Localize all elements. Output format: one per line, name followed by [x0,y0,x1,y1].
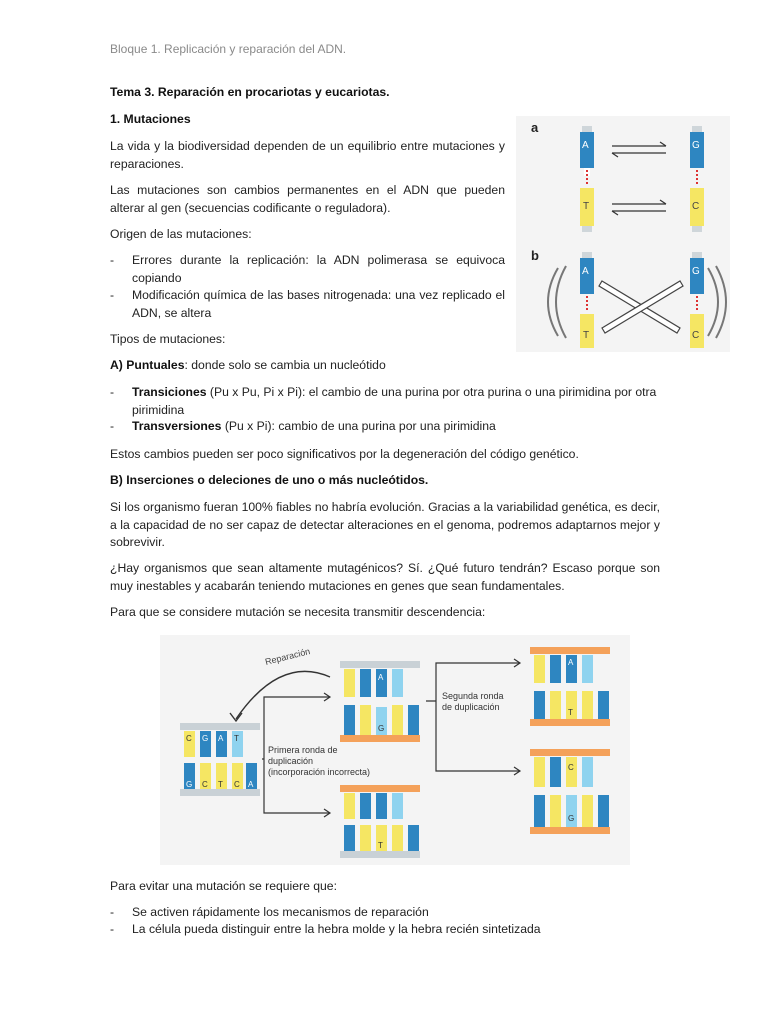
bullet-dash: - [110,419,115,433]
transition-transversion-figure [516,116,730,352]
first-round-label: Primera ronda de [268,745,338,755]
paragraph-vida: La vida y la biodiversidad dependen de un equilibrio entre mutaciones y reparaciones. [110,139,505,171]
origen-heading: Origen de las mutaciones: [110,227,252,241]
base-label: A [582,140,589,151]
first-round-label: (incorporación incorrecta) [268,767,371,777]
transversiones-text: Transversiones (Pu x Pi): cambio de una purina por una pirimidina [132,419,496,433]
evitar-item-1 [110,904,670,922]
paragraph-evolucion: Si los organismo fueran 100% fiables no habría evolución. Gracias a la variabilidad genética, es decir, a la capacidad de no ser capaz de detectar alteraciones en el genoma, podremos adaptarnos mejor y sobrevivir. [110,500,660,549]
second-round-label: de duplicación [442,702,500,712]
origen-item-text: Errores durante la replicación: la ADN polimerasa se equivoca copiando [132,253,505,285]
page-title: Tema 3. Reparación en procariotas y eucariotas. [110,85,390,99]
base-label: G [378,724,385,733]
mutation-replication-figure [160,635,630,865]
transiciones-text: Transiciones (Pu x Pu, Pi x Pi): el cambio de una purina por otra purina o una pirimidina por otra pirimidina [132,385,657,417]
base-label: T [378,841,383,850]
base-label: A [582,266,589,277]
transversiones-item [110,418,662,436]
base-label: C [234,780,240,789]
base-label: T [218,780,223,789]
origen-item-2 [110,287,505,322]
base-label: C [692,330,700,341]
section-heading-mutaciones: 1. Mutaciones [110,112,191,126]
base-label: C [202,780,208,789]
base-label: G [692,266,700,277]
bullet-dash: - [110,922,115,936]
base-label: T [234,734,239,743]
base-label: A [568,658,574,667]
base-label: C [186,734,192,743]
base-label: A [218,734,224,743]
tipos-heading: Tipos de mutaciones: [110,332,226,346]
base-label: A [378,673,384,682]
figure-label-b: b [531,248,539,263]
bullet-dash: - [110,253,115,267]
base-label: G [202,734,209,743]
first-round-label: duplicación [268,756,314,766]
origen-item-text: Modificación química de las bases nitrogenada: una vez replicado el ADN, se altera [132,288,505,320]
paragraph-descendencia: Para que se considere mutación se necesita transmitir descendencia: [110,605,486,619]
base-label: G [692,140,700,151]
paragraph-degeneracion: Estos cambios pueden ser poco significativos por la degeneración del código genético. [110,447,579,461]
base-label: T [583,201,590,212]
paragraph-mutaciones-def: Las mutaciones son cambios permanentes en el ADN que pueden alterar al gen (secuencias codificante o reguladora). [110,183,505,215]
section-heading-b: B) Inserciones o deleciones de uno o más nucleótidos. [110,473,429,487]
transiciones-item [110,384,662,419]
puntuales-line: A) Puntuales: donde solo se cambia un nucleótido [110,358,386,372]
evitar-item-2 [110,921,670,939]
evitar-item-text: Se activen rápidamente los mecanismos de reparación [132,905,429,919]
figure-label-a: a [531,120,539,135]
bullet-dash: - [110,288,115,302]
base-label: G [186,780,193,789]
evitar-item-text: La célula pueda distinguir entre la hebra molde y la hebra recién sintetizada [132,922,541,936]
repair-label: Reparación [264,646,312,667]
base-label: C [568,763,574,772]
bullet-dash: - [110,385,115,399]
paragraph-mutagenicos: ¿Hay organismos que sean altamente mutagénicos? Sí. ¿Qué futuro tendrán? Escaso porque son muy inestables y acabarán teniendo mutaciones en genes que sean fundamentales. [110,561,660,593]
base-label: G [568,814,575,823]
base-label: C [692,201,700,212]
base-label: T [583,330,590,341]
bullet-dash: - [110,905,115,919]
second-round-label: Segunda ronda [442,691,504,701]
base-label: A [248,780,254,789]
paragraph-evitar: Para evitar una mutación se requiere que: [110,879,337,893]
origen-item-1 [110,252,505,287]
base-label: T [568,708,573,717]
page-header: Bloque 1. Replicación y reparación del ADN. [110,42,347,56]
